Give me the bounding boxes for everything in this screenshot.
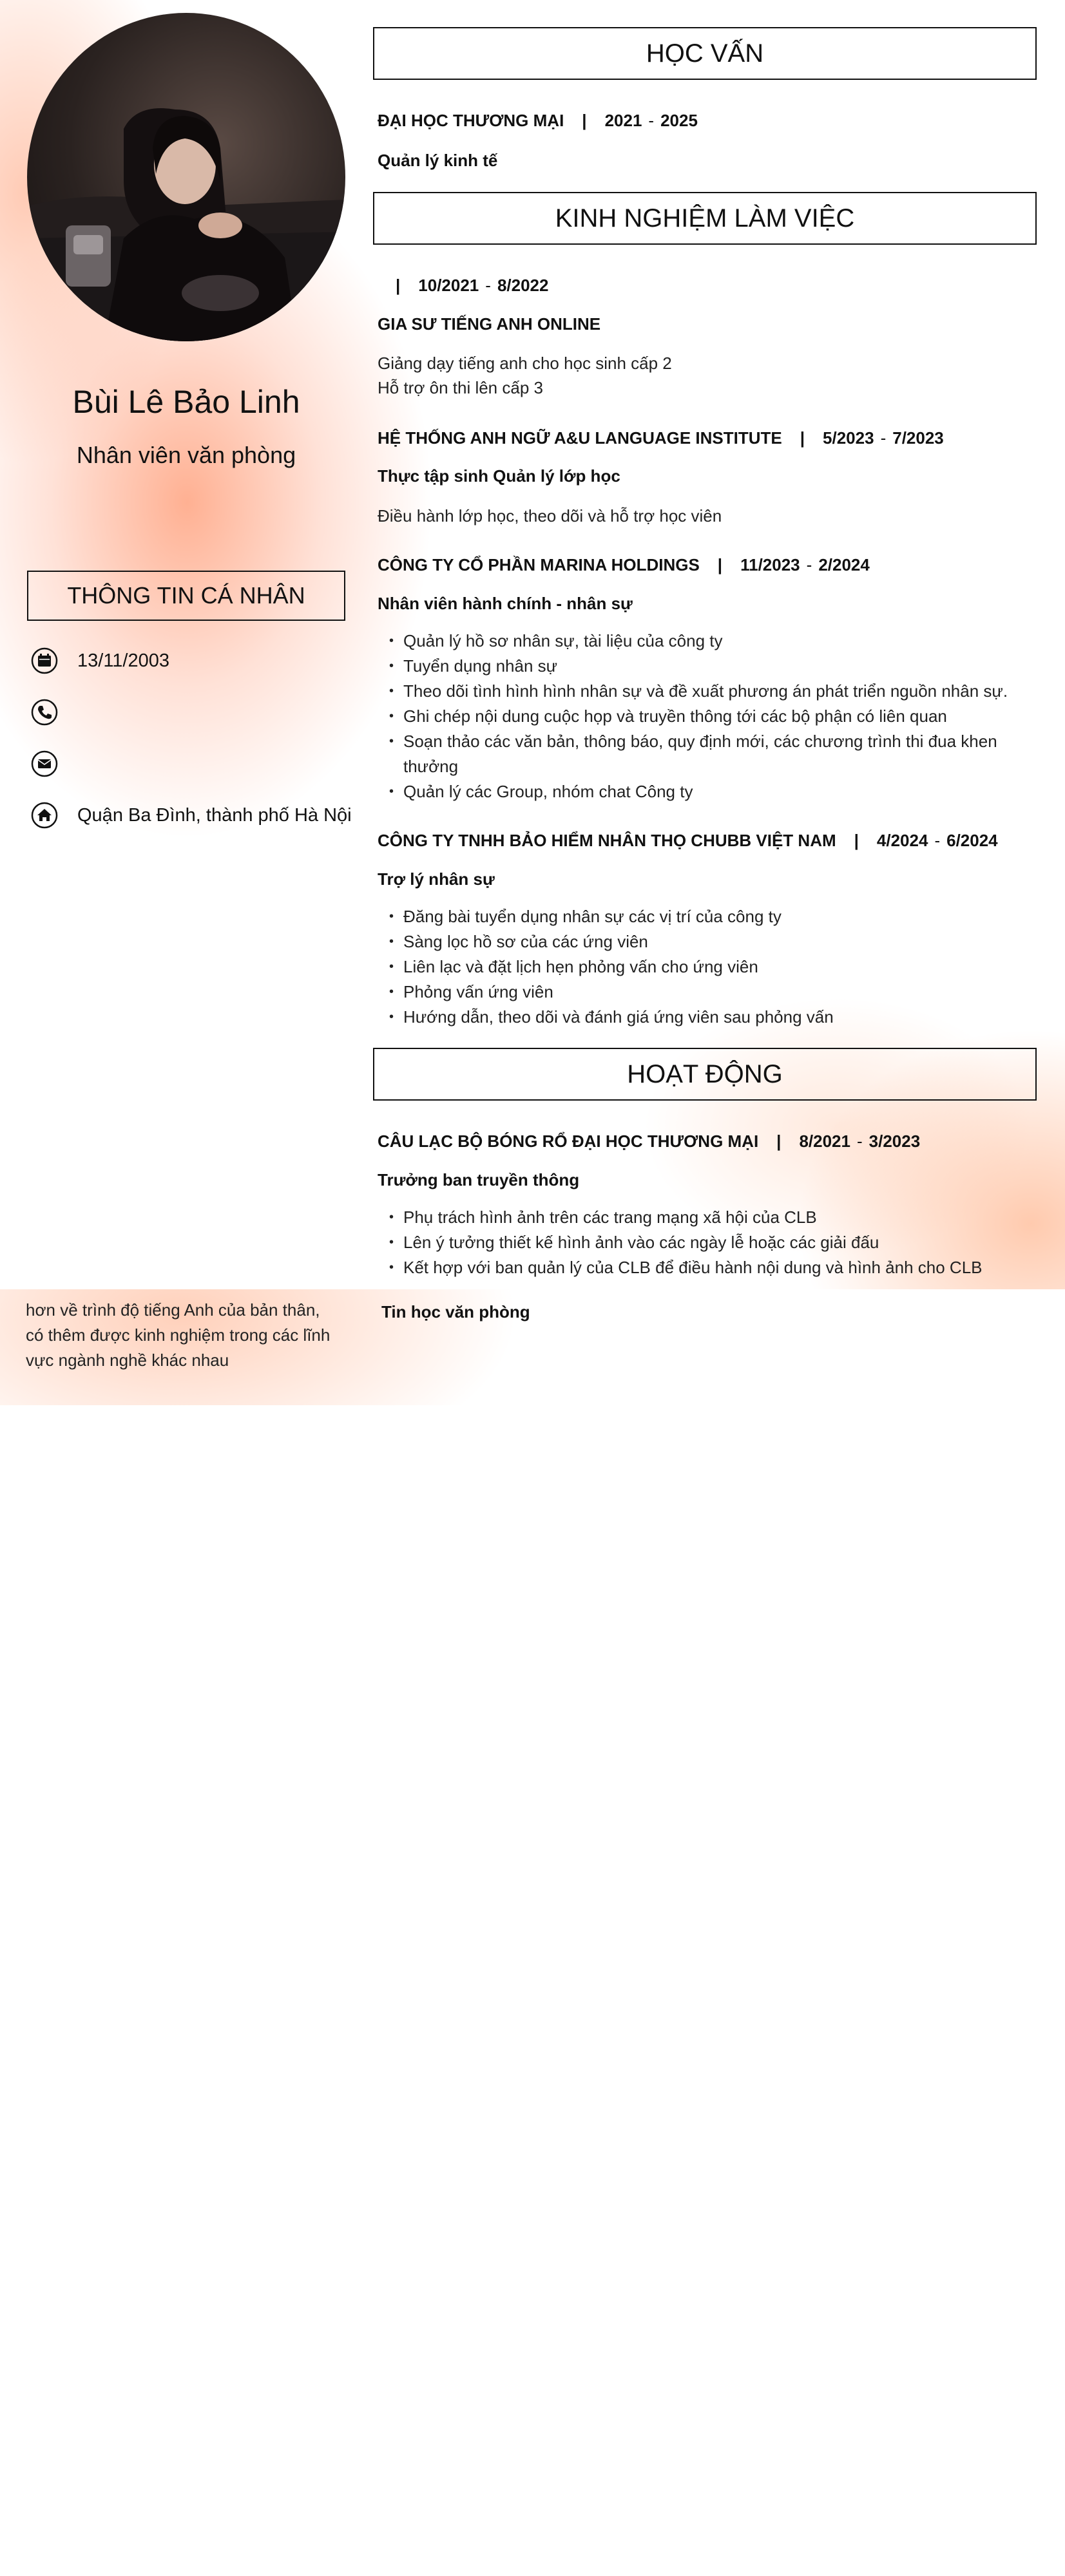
separator: | bbox=[800, 428, 805, 448]
education-entry-header bbox=[378, 111, 698, 131]
job-1-end: 8/2022 bbox=[497, 276, 549, 295]
activity-bullets bbox=[389, 1205, 1033, 1280]
list-item: • Liên lạc và đặt lịch hẹn phỏng vấn cho ứng viên bbox=[389, 954, 1033, 980]
job-3-start: 11/2023 bbox=[740, 555, 800, 574]
separator: | bbox=[854, 831, 859, 850]
activities-heading: HOẠT ĐỘNG bbox=[373, 1048, 1037, 1101]
skill-item: Tin học văn phòng bbox=[381, 1302, 530, 1321]
job-1-header bbox=[378, 276, 548, 296]
job-3-company: CÔNG TY CỔ PHẦN MARINA HOLDINGS bbox=[378, 555, 700, 574]
list-item: • Quản lý hồ sơ nhân sự, tài liệu của công ty bbox=[389, 629, 1033, 654]
birthday-value: 13/11/2003 bbox=[77, 650, 169, 671]
list-item: • Kết hợp với ban quản lý của CLB để điều hành nội dung và hình ảnh cho CLB bbox=[389, 1255, 1033, 1280]
job-4-header bbox=[378, 831, 998, 851]
job-2-company: HỆ THỐNG ANH NGỮ A&U LANGUAGE INSTITUTE bbox=[378, 428, 782, 448]
job-1-start: 10/2021 bbox=[418, 276, 479, 295]
email-row bbox=[31, 750, 77, 777]
dash: - bbox=[806, 555, 812, 574]
list-item: • Tuyển dụng nhân sự bbox=[389, 654, 1033, 679]
activity-org: CÂU LẠC BỘ BÓNG RỔ ĐẠI HỌC THƯƠNG MẠI bbox=[378, 1132, 759, 1151]
job-4-start: 4/2024 bbox=[876, 831, 928, 850]
job-3-bullets bbox=[389, 629, 1033, 804]
profile-name: Bùi Lê Bảo Linh bbox=[72, 384, 300, 420]
experience-heading: KINH NGHIỆM LÀM VIỆC bbox=[373, 192, 1037, 245]
objective-line: có thêm được kinh nghiệm trong các lĩnh bbox=[26, 1325, 331, 1345]
avatar bbox=[27, 13, 345, 341]
job-1-role: GIA SƯ TIẾNG ANH ONLINE bbox=[378, 314, 601, 334]
separator: | bbox=[717, 555, 723, 574]
activity-header bbox=[378, 1132, 920, 1151]
education-heading: HỌC VẤN bbox=[373, 27, 1037, 80]
activity-start: 8/2021 bbox=[799, 1132, 850, 1151]
education-school: ĐẠI HỌC THƯƠNG MẠI bbox=[378, 111, 564, 130]
address-row bbox=[31, 802, 352, 829]
list-item: • Lên ý tưởng thiết kế hình ảnh vào các ngày lễ hoặc các giải đấu bbox=[389, 1230, 1033, 1255]
personal-info-heading: THÔNG TIN CÁ NHÂN bbox=[27, 571, 345, 621]
job-1-description bbox=[378, 351, 672, 400]
education-major: Quản lý kinh tế bbox=[378, 151, 498, 170]
list-item: • Sàng lọc hồ sơ của các ứng viên bbox=[389, 929, 1033, 954]
home-icon bbox=[31, 802, 58, 829]
education-end: 2025 bbox=[660, 111, 698, 130]
dash: - bbox=[880, 428, 887, 448]
phone-icon bbox=[31, 699, 58, 726]
list-item: • Ghi chép nội dung cuộc họp và truyền thông tới các bộ phận có liên quan bbox=[389, 704, 1033, 729]
job-2-line: Điều hành lớp học, theo dõi và hỗ trợ học viên bbox=[378, 506, 722, 526]
dash: - bbox=[648, 111, 655, 130]
objective-line: vực ngành nghề khác nhau bbox=[26, 1350, 229, 1370]
job-1-line: Hỗ trợ ôn thi lên cấp 3 bbox=[378, 378, 543, 397]
job-2-header bbox=[378, 428, 944, 448]
job-2-end: 7/2023 bbox=[892, 428, 944, 448]
list-item: • Quản lý các Group, nhóm chat Công ty bbox=[389, 779, 1033, 804]
education-start: 2021 bbox=[604, 111, 642, 130]
phone-row bbox=[31, 699, 77, 726]
job-3-role: Nhân viên hành chính - nhân sự bbox=[378, 594, 633, 613]
list-item: • Hướng dẫn, theo dõi và đánh giá ứng viên sau phỏng vấn bbox=[389, 1005, 1033, 1030]
list-item: • Phỏng vấn ứng viên bbox=[389, 980, 1033, 1005]
job-1-line: Giảng dạy tiếng anh cho học sinh cấp 2 bbox=[378, 354, 672, 373]
job-4-company: CÔNG TY TNHH BẢO HIỂM NHÂN THỌ CHUBB VIỆT NAM bbox=[378, 831, 836, 850]
separator: | bbox=[776, 1132, 782, 1151]
career-objective bbox=[26, 1298, 348, 1373]
calendar-icon bbox=[31, 647, 58, 674]
birthday-row bbox=[31, 647, 169, 674]
list-item: • Phụ trách hình ảnh trên các trang mạng xã hội của CLB bbox=[389, 1205, 1033, 1230]
job-2-role: Thực tập sinh Quản lý lớp học bbox=[378, 466, 620, 486]
dash: - bbox=[485, 276, 491, 295]
activity-role: Trưởng ban truyền thông bbox=[378, 1170, 580, 1189]
job-4-bullets bbox=[389, 904, 1033, 1030]
dash: - bbox=[856, 1132, 863, 1151]
dash: - bbox=[934, 831, 941, 850]
list-item: • Theo dõi tình hình hình nhân sự và đề xuất phương án phát triển nguồn nhân sự. bbox=[389, 679, 1033, 704]
address-value: Quận Ba Đình, thành phố Hà Nội bbox=[77, 804, 352, 826]
list-item: • Đăng bài tuyển dụng nhân sự các vị trí của công ty bbox=[389, 904, 1033, 929]
separator: | bbox=[582, 111, 587, 130]
objective-line: hơn về trình độ tiếng Anh của bản thân, bbox=[26, 1300, 320, 1320]
list-item: • Soạn thảo các văn bản, thông báo, quy định mới, các chương trình thi đua khen thưởng bbox=[389, 729, 1033, 779]
separator: | bbox=[396, 276, 401, 295]
job-4-end: 6/2024 bbox=[946, 831, 998, 850]
envelope-icon bbox=[31, 750, 58, 777]
job-2-description bbox=[378, 504, 722, 528]
job-3-header bbox=[378, 555, 870, 575]
job-3-end: 2/2024 bbox=[818, 555, 870, 574]
job-2-start: 5/2023 bbox=[823, 428, 874, 448]
profile-title: Nhân viên văn phòng bbox=[76, 442, 296, 468]
job-4-role: Trợ lý nhân sự bbox=[378, 869, 495, 889]
activity-end: 3/2023 bbox=[868, 1132, 921, 1151]
avatar-photo bbox=[27, 13, 345, 341]
